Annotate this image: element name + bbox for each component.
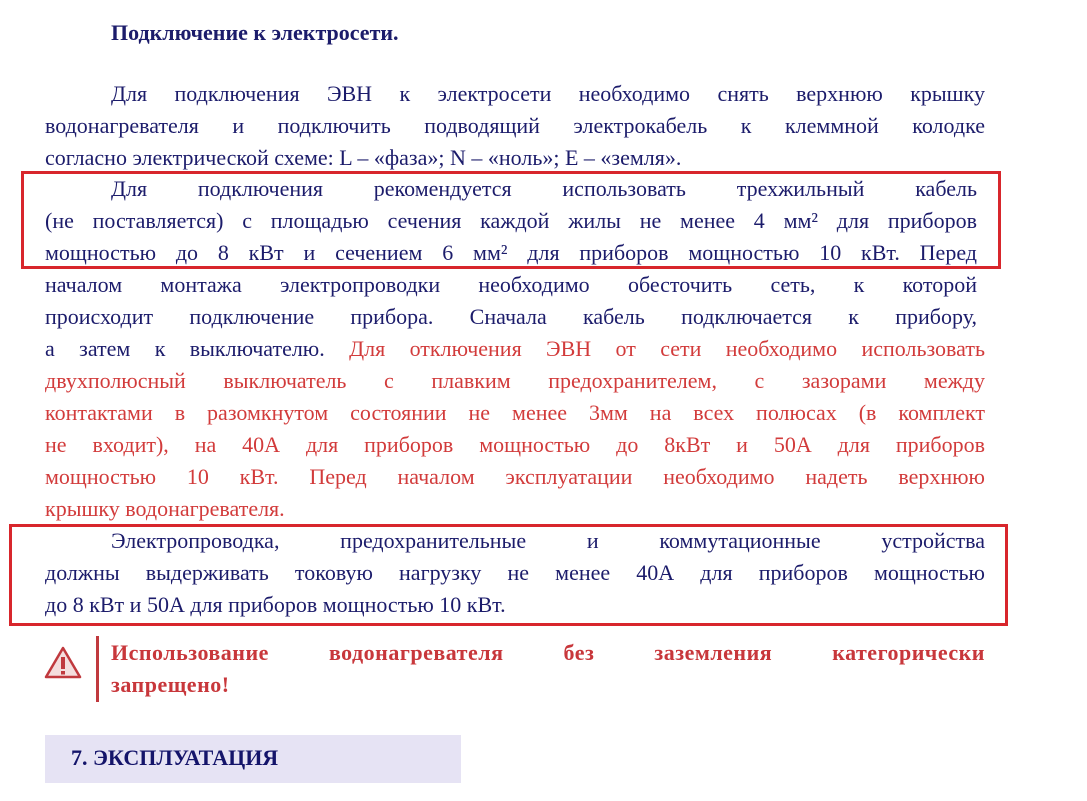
red-line: двухполюсный выключатель с плавким предохранителем, с зазорами между bbox=[45, 368, 985, 393]
para2-line: (не поставляется) с площадью сечения каждой жилы не менее 4 мм² для приборов bbox=[45, 208, 977, 233]
warning-triangle-icon bbox=[44, 646, 82, 680]
warning-line: запрещено! bbox=[111, 672, 230, 697]
para1-line: Для подключения ЭВН к электросети необходимо снять верхнюю крышку bbox=[111, 81, 985, 106]
para2-red-text: Для отключения ЭВН от сети необходимо использовать bbox=[349, 336, 985, 361]
section-title: Подключение к электросети. bbox=[111, 20, 399, 45]
red-line: контактами в разомкнутом состоянии не менее 3мм на всех полюсах (в комплект bbox=[45, 400, 985, 425]
red-line: не входит), на 40А для приборов мощностью до 8кВт и 50А для приборов bbox=[45, 432, 985, 457]
para2-line: происходит подключение прибора. Сначала кабель подключается к прибору, bbox=[45, 304, 977, 329]
para2-line: началом монтажа электропроводки необходимо обесточить сеть, к которой bbox=[45, 272, 977, 297]
section-heading-block bbox=[45, 735, 461, 783]
red-line: мощностью 10 кВт. Перед началом эксплуатации необходимо надеть верхнюю bbox=[45, 464, 985, 489]
para1-line: согласно электрической схеме: L – «фаза»; N – «ноль»; E – «земля». bbox=[45, 145, 682, 170]
para2-black-text: а затем к выключателю. bbox=[45, 336, 325, 361]
warning-line: Использование водонагревателя без заземления категорически bbox=[111, 640, 985, 665]
red-line: крышку водонагревателя. bbox=[45, 496, 285, 521]
para2-line: Для подключения рекомендуется использовать трехжильный кабель bbox=[111, 176, 977, 201]
para3-line: до 8 кВт и 50А для приборов мощностью 10 кВт. bbox=[45, 592, 506, 617]
para2-mixed-line bbox=[45, 335, 985, 363]
section-heading: 7. ЭКСПЛУАТАЦИЯ bbox=[71, 745, 279, 770]
para3-line: должны выдерживать токовую нагрузку не менее 40А для приборов мощностью bbox=[45, 560, 985, 585]
warning-divider bbox=[96, 636, 99, 702]
para3-line: Электропроводка, предохранительные и коммутационные устройства bbox=[111, 528, 985, 553]
para1-line: водонагревателя и подключить подводящий электрокабель к клеммной колодке bbox=[45, 113, 985, 138]
para2-line: мощностью до 8 кВт и сечением 6 мм² для приборов мощностью 10 кВт. Перед bbox=[45, 240, 977, 265]
